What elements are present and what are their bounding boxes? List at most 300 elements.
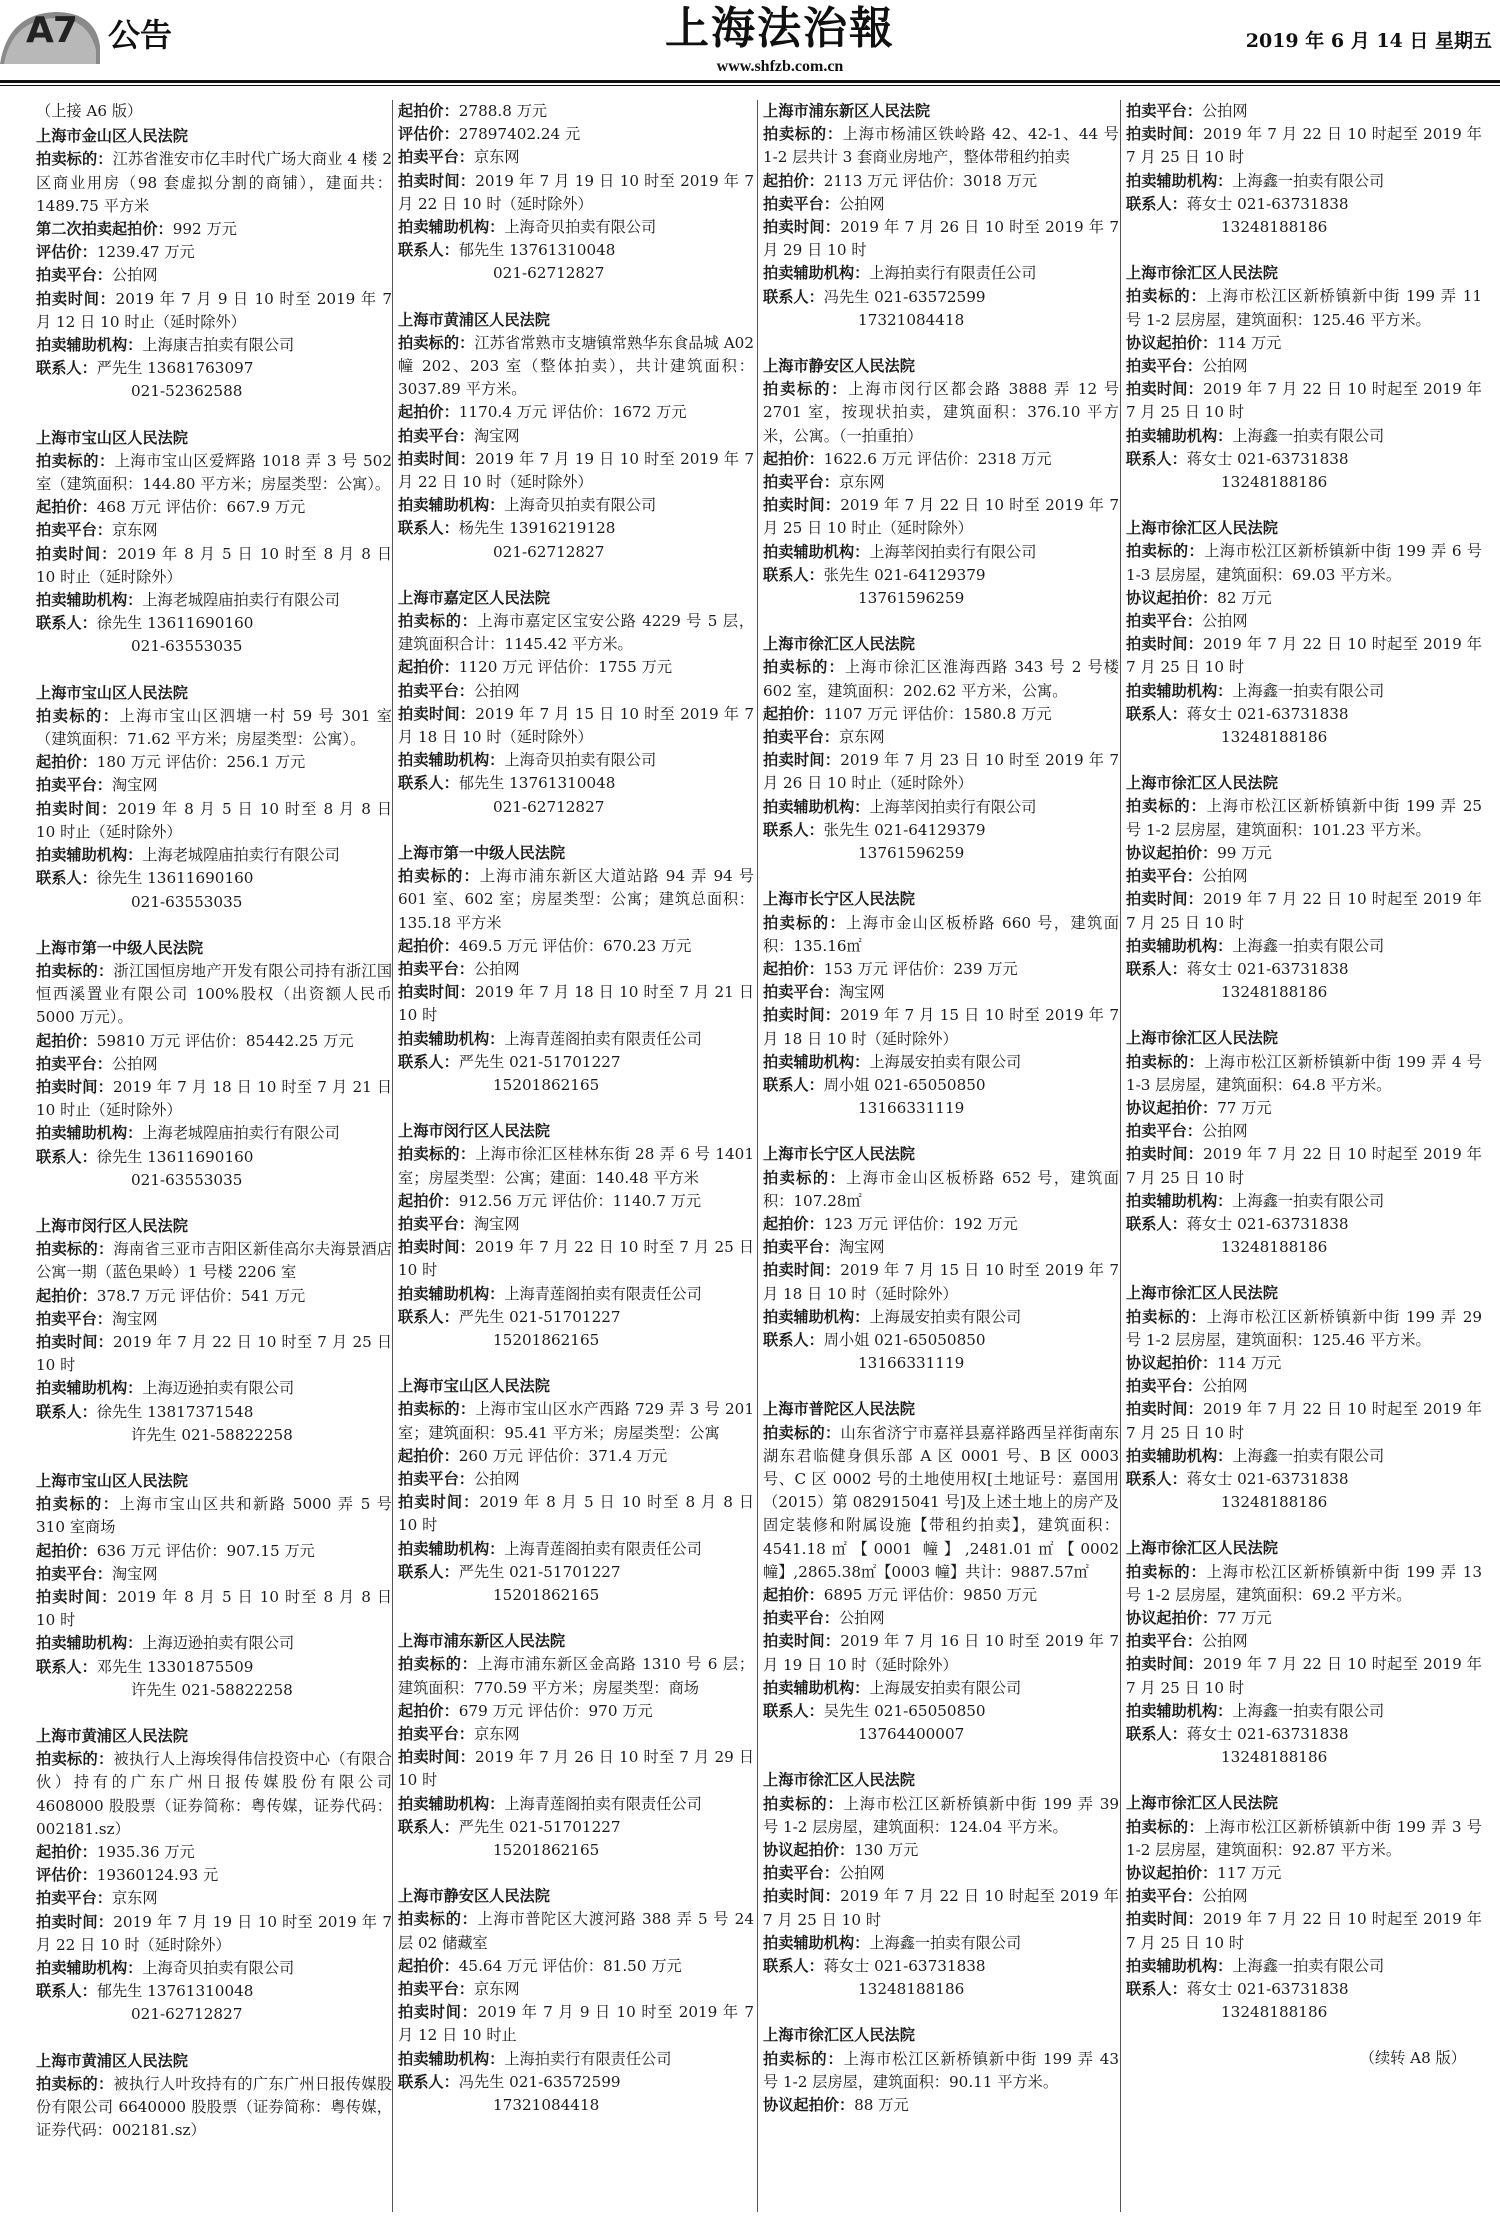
notice-field [1126, 1955, 1482, 1978]
field-value: 上海市松江区新桥镇新中街 199 弄 6 号 1-3 层房屋，建筑面积：69.03 平方米。 [1126, 542, 1482, 584]
field-value: 冯先生 021-63572599 [823, 287, 986, 306]
notice-field [1126, 123, 1482, 169]
auction-notice [763, 100, 1119, 332]
notice-field [1126, 1375, 1482, 1398]
field-label: 拍卖平台： [763, 1609, 839, 1628]
field-value: 1107 万元 评估价：1580.8 万元 [823, 704, 1052, 723]
court-name: 上海市徐汇区人民法院 [763, 635, 915, 654]
field-value: 公拍网 [838, 194, 885, 213]
field-value: 99 万元 [1217, 843, 1272, 862]
notice-field [36, 867, 392, 890]
field-value: 13248188186 [858, 1980, 965, 1999]
court-name: 上海市普陀区人民法院 [763, 1400, 915, 1419]
field-value: 上海鑫一拍卖有限公司 [1232, 1701, 1385, 1720]
field-label: 起拍价： [763, 449, 824, 468]
auction-notice [763, 355, 1119, 610]
notice-field [763, 1306, 1119, 1329]
field-value: 上海市闵行区都会路 3888 弄 12 号 2701 室，按现状拍卖，建筑面积：376.10 平方米，公寓。（一拍重拍） [763, 380, 1119, 445]
field-label: 拍卖辅助机构： [1126, 681, 1233, 700]
notice-field [398, 401, 754, 424]
notice-field [1126, 448, 1482, 471]
notice-field [398, 1491, 754, 1537]
notice-field [398, 448, 754, 494]
field-label: 评估价： [398, 125, 459, 144]
field-label: 拍卖时间： [36, 544, 118, 563]
notice-field [763, 1862, 1119, 1885]
field-label: 拍卖时间： [763, 1261, 841, 1280]
notice-field [398, 170, 754, 216]
notice-field [1126, 981, 1482, 1004]
field-value: 上海市宝山区共和新路 5000 弄 5 号 310 室商场 [36, 1495, 392, 1537]
field-value: 公拍网 [473, 681, 520, 700]
auction-notice [763, 888, 1119, 1120]
field-label: 拍卖平台： [1126, 1632, 1202, 1651]
field-value: 2019 年 7 月 22 日 10 时起至 2019 年 7 月 25 日 10 时 [1126, 380, 1482, 422]
notice-field [1126, 1862, 1482, 1885]
field-value: 上海市金山区板桥路 660 号，建筑面积：135.16㎡ [763, 913, 1119, 955]
notice-field [763, 981, 1119, 1004]
field-value: 468 万元 评估价：667.9 万元 [96, 498, 306, 517]
field-label: 拍卖平台： [398, 1725, 474, 1743]
court-name: 上海市宝山区人民法院 [398, 1377, 550, 1396]
notice-field [398, 772, 754, 795]
notice-field [763, 1051, 1119, 1074]
field-value: 27897402.24 元 [458, 125, 581, 144]
field-value: 严先生 021-51701227 [458, 1817, 621, 1836]
notice-field [763, 541, 1119, 564]
field-value: 123 万元 评估价：192 万元 [823, 1214, 1018, 1233]
field-label: 第二次拍卖起拍价： [36, 220, 173, 239]
notice-field [1126, 1468, 1482, 1491]
notice-field [763, 587, 1119, 610]
field-value: 公拍网 [1201, 1632, 1248, 1651]
field-label: 联系人： [36, 1402, 97, 1421]
field-value: 淘宝网 [111, 1564, 158, 1583]
field-value: 蒋女士 021-63731838 [1186, 449, 1349, 468]
field-value: 上海市浦东新区大道站路 94 弄 94 号 601 室、602 室；房屋类型：公寓；建筑总面积：135.18 平方米 [398, 867, 754, 932]
field-label: 联系人： [398, 774, 459, 793]
field-value: 021-52362588 [131, 382, 243, 401]
field-label: 协议起拍价： [1126, 1098, 1218, 1117]
court-name: 上海市长宁区人民法院 [763, 1145, 915, 1164]
auction-notice [763, 633, 1119, 865]
field-label: 拍卖平台： [1126, 1887, 1202, 1906]
field-label: 拍卖标的： [1126, 1562, 1207, 1581]
field-label: 联系人： [763, 1702, 824, 1720]
auction-notice [36, 125, 392, 403]
field-value: 260 万元 评估价：371.4 万元 [458, 1446, 668, 1465]
field-value: 公拍网 [1201, 867, 1248, 886]
notice-field [763, 1700, 1119, 1723]
field-value: 上海奇贝拍卖有限公司 [504, 496, 657, 515]
field-label: 拍卖标的： [398, 612, 478, 631]
notice-field [763, 2094, 1119, 2117]
auction-notice [36, 427, 392, 659]
notice-field [763, 749, 1119, 795]
auction-notice [1126, 1282, 1482, 1514]
notice-field [36, 519, 392, 542]
field-value: 2019 年 7 月 15 日 10 时至 2019 年 7 月 18 日 10 时（延时除外） [398, 704, 754, 747]
notice-field [1126, 1097, 1482, 1120]
notice-field [398, 216, 754, 239]
field-label: 拍卖平台： [1126, 612, 1202, 631]
page-number: A7 [26, 10, 77, 51]
field-label: 拍卖时间： [1126, 1145, 1204, 1164]
field-value: 许先生 021-58822258 [131, 1680, 293, 1699]
field-label: 拍卖平台： [36, 1889, 112, 1908]
auction-notice [36, 937, 392, 1192]
field-label: 拍卖辅助机构： [398, 751, 505, 770]
auction-notice [398, 100, 754, 286]
court-name: 上海市宝山区人民法院 [36, 683, 188, 702]
field-label: 拍卖时间： [1126, 125, 1204, 144]
field-label: 拍卖平台： [763, 728, 839, 747]
continued-to-note: （续转 A8 版） [1359, 2049, 1466, 2068]
field-value: 992 万元 [172, 220, 237, 239]
field-value: 2019 年 8 月 5 日 10 时至 8 月 8 日 10 时 [398, 1493, 754, 1535]
field-value: 上海鑫一拍卖有限公司 [1232, 936, 1385, 955]
notice-field [36, 1563, 392, 1586]
field-label: 起拍价： [763, 1585, 824, 1604]
field-label: 起拍价： [763, 171, 824, 190]
field-label: 拍卖标的： [763, 2049, 844, 2068]
field-value: 郁先生 13761310048 [458, 241, 616, 260]
field-label: 拍卖标的： [398, 1400, 476, 1419]
notice-field [398, 610, 754, 656]
notice-field [763, 309, 1119, 332]
field-value: 1120 万元 评估价：1755 万元 [458, 658, 673, 677]
auction-notice [36, 1725, 392, 2027]
notice-field [763, 1213, 1119, 1236]
notice-columns [30, 100, 1492, 2210]
field-label: 拍卖辅助机构： [763, 1933, 870, 1952]
field-label: 联系人： [1126, 1725, 1187, 1743]
field-label: 联系人： [36, 1147, 97, 1166]
notice-field [1126, 355, 1482, 378]
field-label: 拍卖时间： [1126, 380, 1204, 399]
field-label: 拍卖平台： [763, 473, 839, 492]
notice-field [1126, 332, 1482, 355]
notice-field [763, 123, 1119, 169]
continued-from-note: （上接 A6 版） [36, 102, 143, 120]
field-label: 联系人： [398, 519, 459, 538]
field-label: 联系人： [398, 241, 459, 260]
field-value: 上海市松江区新桥镇新中街 199 弄 3 号 1-2 层房屋，建筑面积：92.87 平方米。 [1126, 1817, 1482, 1859]
field-value: 上海奇贝拍卖有限公司 [142, 1959, 295, 1978]
field-label: 协议起拍价： [1126, 1608, 1218, 1627]
notice-field [1126, 170, 1482, 193]
field-value: 蒋女士 021-63731838 [1186, 1214, 1349, 1233]
notice-field [36, 1864, 392, 1887]
column-divider [392, 100, 393, 2212]
notice-field [1126, 193, 1482, 216]
notice-field [36, 241, 392, 264]
field-label: 拍卖平台： [763, 983, 839, 1002]
field-value: 13248188186 [1221, 1493, 1328, 1512]
notice-field [763, 1329, 1119, 1352]
field-label: 拍卖标的： [1126, 287, 1207, 306]
column-divider [1120, 100, 1121, 2212]
notice-field [763, 958, 1119, 981]
notice-field [763, 1004, 1119, 1050]
field-label: 拍卖时间： [1126, 890, 1204, 909]
section-title: 公告 [108, 16, 173, 54]
field-label: 拍卖时间： [398, 2003, 478, 2022]
notice-field [1126, 842, 1482, 865]
field-label: 联系人： [763, 820, 824, 839]
notice-field [398, 1398, 754, 1444]
auction-notice [1126, 517, 1482, 749]
notice-field [36, 148, 392, 218]
field-label: 拍卖辅助机构： [36, 1124, 143, 1143]
field-value: 严先生 021-51701227 [458, 1052, 621, 1071]
notice-field [36, 218, 392, 241]
field-value: 13248188186 [1221, 473, 1328, 492]
field-value: 13248188186 [1221, 728, 1328, 747]
notice-field [398, 1978, 754, 2001]
notice-field [398, 332, 754, 402]
auction-notice [398, 1630, 754, 1862]
notice-field [398, 146, 754, 169]
notice-field [398, 1143, 754, 1189]
notice-field [398, 703, 754, 749]
auction-notice [1126, 262, 1482, 494]
field-label: 拍卖平台： [36, 1309, 112, 1328]
field-value: 淘宝网 [473, 426, 520, 445]
field-value: 2019 年 7 月 15 日 10 时至 2019 年 7 月 18 日 10 时（延时除外） [763, 1006, 1119, 1048]
field-label: 拍卖时间： [36, 1587, 118, 1606]
notice-field [398, 796, 754, 819]
field-value: 021-63553035 [131, 892, 243, 911]
field-value: 2019 年 8 月 5 日 10 时至 8 月 8 日 10 时止（延时除外） [36, 799, 392, 841]
field-label: 拍卖时间： [398, 704, 476, 723]
field-label: 联系人： [398, 1307, 459, 1326]
notice-field [36, 450, 392, 496]
issue-date: 2019 年 6 月 14 日 星期五 [1245, 30, 1492, 52]
notice-field [1126, 1630, 1482, 1653]
court-name: 上海市第一中级人民法院 [36, 938, 204, 957]
field-label: 拍卖标的： [1126, 1817, 1205, 1836]
field-label: 评估价： [36, 243, 97, 262]
court-name: 上海市闵行区人民法院 [36, 1216, 188, 1235]
field-value: 153 万元 评估价：239 万元 [823, 959, 1018, 978]
field-value: 淘宝网 [111, 776, 158, 795]
field-label: 起拍价： [398, 403, 459, 422]
field-value: 636 万元 评估价：907.15 万元 [96, 1541, 315, 1560]
notice-field [1126, 378, 1482, 424]
field-label: 拍卖平台： [398, 426, 474, 445]
notice-field [36, 1424, 392, 1447]
field-value: 1622.6 万元 评估价：2318 万元 [823, 449, 1052, 468]
notice-field [1126, 471, 1482, 494]
court-name: 上海市嘉定区人民法院 [398, 588, 550, 607]
field-value: 上海鑫一拍卖有限公司 [1232, 1956, 1385, 1975]
field-value: 冯先生 021-63572599 [458, 2072, 621, 2091]
field-value: 1170.4 万元 评估价：1672 万元 [458, 403, 687, 422]
notice-field [36, 1122, 392, 1145]
auction-notice [398, 1885, 754, 2117]
auction-notice [398, 1120, 754, 1352]
field-label: 拍卖标的： [36, 150, 113, 169]
field-value: 2019 年 7 月 22 日 10 时至 2019 年 7 月 25 日 10 时止（延时除外） [763, 496, 1119, 538]
court-name: 上海市徐汇区人民法院 [1126, 1029, 1278, 1048]
auction-notice [1126, 100, 1482, 239]
notice-field [1126, 100, 1482, 123]
field-label: 拍卖辅助机构： [1126, 171, 1233, 190]
notice-field [763, 1885, 1119, 1931]
field-value: 2019 年 7 月 22 日 10 时起至 2019 年 7 月 25 日 10 时 [1126, 125, 1482, 167]
field-label: 拍卖辅助机构： [36, 846, 143, 865]
notice-field [763, 216, 1119, 262]
notice-field [763, 703, 1119, 726]
field-label: 拍卖辅助机构： [398, 1539, 505, 1558]
notice-field [36, 1980, 392, 2003]
field-label: 拍卖平台： [1126, 357, 1202, 376]
notice-field [36, 1401, 392, 1424]
notice-field [36, 288, 392, 334]
court-name: 上海市徐汇区人民法院 [1126, 519, 1278, 538]
court-name: 上海市静安区人民法院 [763, 357, 915, 376]
notice-field [36, 1679, 392, 1702]
field-value: 京东网 [111, 1889, 158, 1908]
field-value: 上海晟安拍卖有限公司 [869, 1678, 1022, 1697]
notice-field [763, 726, 1119, 749]
field-value: 公拍网 [1201, 612, 1248, 631]
notice-field [763, 1607, 1119, 1630]
notice-field [763, 1955, 1119, 1978]
notice-field [1126, 1143, 1482, 1189]
field-value: 2019 年 7 月 19 日 10 时至 2019 年 7 月 22 日 10 时（延时除外） [398, 449, 754, 492]
field-value: 公拍网 [838, 1609, 885, 1628]
field-label: 起拍价： [763, 704, 824, 723]
notice-field [398, 541, 754, 564]
field-label: 起拍价： [398, 1701, 459, 1720]
court-name: 上海市徐汇区人民法院 [1126, 774, 1278, 793]
field-label: 拍卖辅助机构： [1126, 426, 1233, 445]
field-value: 77 万元 [1217, 1608, 1272, 1627]
field-value: 上海市金山区板桥路 652 号，建筑面积：107.28㎡ [763, 1168, 1119, 1210]
notice-field [1126, 1398, 1482, 1444]
field-label: 联系人： [763, 565, 824, 584]
page-number-badge [0, 6, 100, 64]
notice-field [763, 448, 1119, 471]
notice-field [1126, 1978, 1482, 2001]
field-label: 拍卖平台： [36, 521, 112, 540]
notice-field [36, 1632, 392, 1655]
field-value: 上海青莲阁拍卖有限责任公司 [504, 1284, 702, 1303]
notice-field [36, 1308, 392, 1331]
field-value: 上海奇贝拍卖有限公司 [504, 751, 657, 770]
notice-field [36, 1841, 392, 1864]
field-label: 联系人： [763, 1957, 824, 1976]
notice-field [1126, 1306, 1482, 1352]
field-value: 2019 年 7 月 22 日 10 时起至 2019 年 7 月 25 日 10 时 [763, 1887, 1119, 1929]
field-label: 协议起拍价： [1126, 843, 1218, 862]
notice-field [398, 1839, 754, 1862]
notice-field [398, 1723, 754, 1746]
header-rule-thin [0, 85, 1500, 86]
notice-field [36, 1748, 392, 1841]
notice-field [36, 264, 392, 287]
notice-field [36, 1377, 392, 1400]
field-label: 拍卖标的： [763, 658, 845, 677]
field-label: 拍卖平台： [398, 1214, 474, 1233]
notice-field [398, 1213, 754, 1236]
court-name: 上海市静安区人民法院 [398, 1887, 550, 1906]
auction-notice [398, 1375, 754, 1607]
notice-field [36, 334, 392, 357]
notice-field [763, 471, 1119, 494]
column-1 [36, 100, 392, 2210]
auction-notice [36, 1215, 392, 1447]
field-value: 17321084418 [493, 2096, 600, 2115]
notice-field [36, 1030, 392, 1053]
field-value: 上海鑫一拍卖有限公司 [1232, 426, 1385, 445]
notice-field [1126, 540, 1482, 586]
notice-field [398, 1538, 754, 1561]
field-label: 拍卖标的： [763, 1794, 844, 1813]
field-value: 上海市松江区新桥镇新中街 199 弄 43 号 1-2 层房屋，建筑面积：90.11 平方米。 [763, 2049, 1119, 2091]
notice-field [398, 123, 754, 146]
field-label: 起拍价： [398, 1446, 459, 1465]
notice-field [36, 751, 392, 774]
field-value: 邓先生 13301875509 [96, 1657, 254, 1676]
field-label: 拍卖时间： [36, 289, 116, 308]
notice-field [763, 656, 1119, 702]
notice-field [1126, 1491, 1482, 1514]
field-value: 13248188186 [1221, 1238, 1328, 1257]
field-label: 拍卖辅助机构： [398, 218, 505, 237]
field-label: 拍卖辅助机构： [1126, 1956, 1233, 1975]
field-value: 淘宝网 [838, 1238, 885, 1257]
field-value: 上海市徐汇区桂林东街 28 弄 6 号 1401 室；房屋类型：公寓；建面：140.48 平方米 [398, 1145, 754, 1187]
notice-field [36, 589, 392, 612]
field-label: 协议起拍价： [1126, 588, 1218, 607]
field-value: 77 万元 [1217, 1098, 1272, 1117]
field-label: 起拍价： [398, 1956, 459, 1975]
field-value: 蒋女士 021-63731838 [1186, 1980, 1349, 1999]
court-name: 上海市闵行区人民法院 [398, 1122, 550, 1141]
auction-notice [1126, 1792, 1482, 2024]
field-label: 拍卖时间： [1126, 1910, 1204, 1929]
header-rule [0, 80, 1500, 83]
field-label: 拍卖平台： [763, 194, 839, 213]
field-value: 13761596259 [858, 844, 965, 863]
field-label: 协议起拍价： [1126, 1864, 1218, 1883]
field-value: 2113 万元 评估价：3018 万元 [823, 171, 1038, 190]
court-name: 上海市浦东新区人民法院 [398, 1632, 566, 1651]
notice-field [398, 2048, 754, 2071]
court-name: 上海市第一中级人民法院 [398, 843, 566, 862]
field-label: 联系人： [36, 1657, 97, 1676]
field-label: 评估价： [36, 1866, 97, 1885]
notice-field [1126, 1607, 1482, 1630]
field-value: 上海老城隍庙拍卖行有限公司 [142, 591, 340, 610]
field-value: 上海市浦东新区金高路 1310 号 6 层；建筑面积：770.59 平方米；房屋类型：商场 [398, 1655, 754, 1697]
field-value: 15201862165 [493, 1585, 600, 1604]
notice-field [398, 981, 754, 1027]
field-value: 13248188186 [1221, 218, 1328, 237]
field-value: 13248188186 [1221, 1748, 1328, 1767]
notice-field [398, 749, 754, 772]
field-value: 2019 年 7 月 22 日 10 时至 7 月 25 日 10 时 [36, 1332, 392, 1375]
field-label: 拍卖标的： [36, 1750, 114, 1769]
notice-field [36, 1076, 392, 1122]
notice-field [398, 1746, 754, 1792]
notice-field [398, 1236, 754, 1282]
court-name: 上海市黄浦区人民法院 [36, 2051, 188, 2070]
column-3 [763, 100, 1119, 2210]
